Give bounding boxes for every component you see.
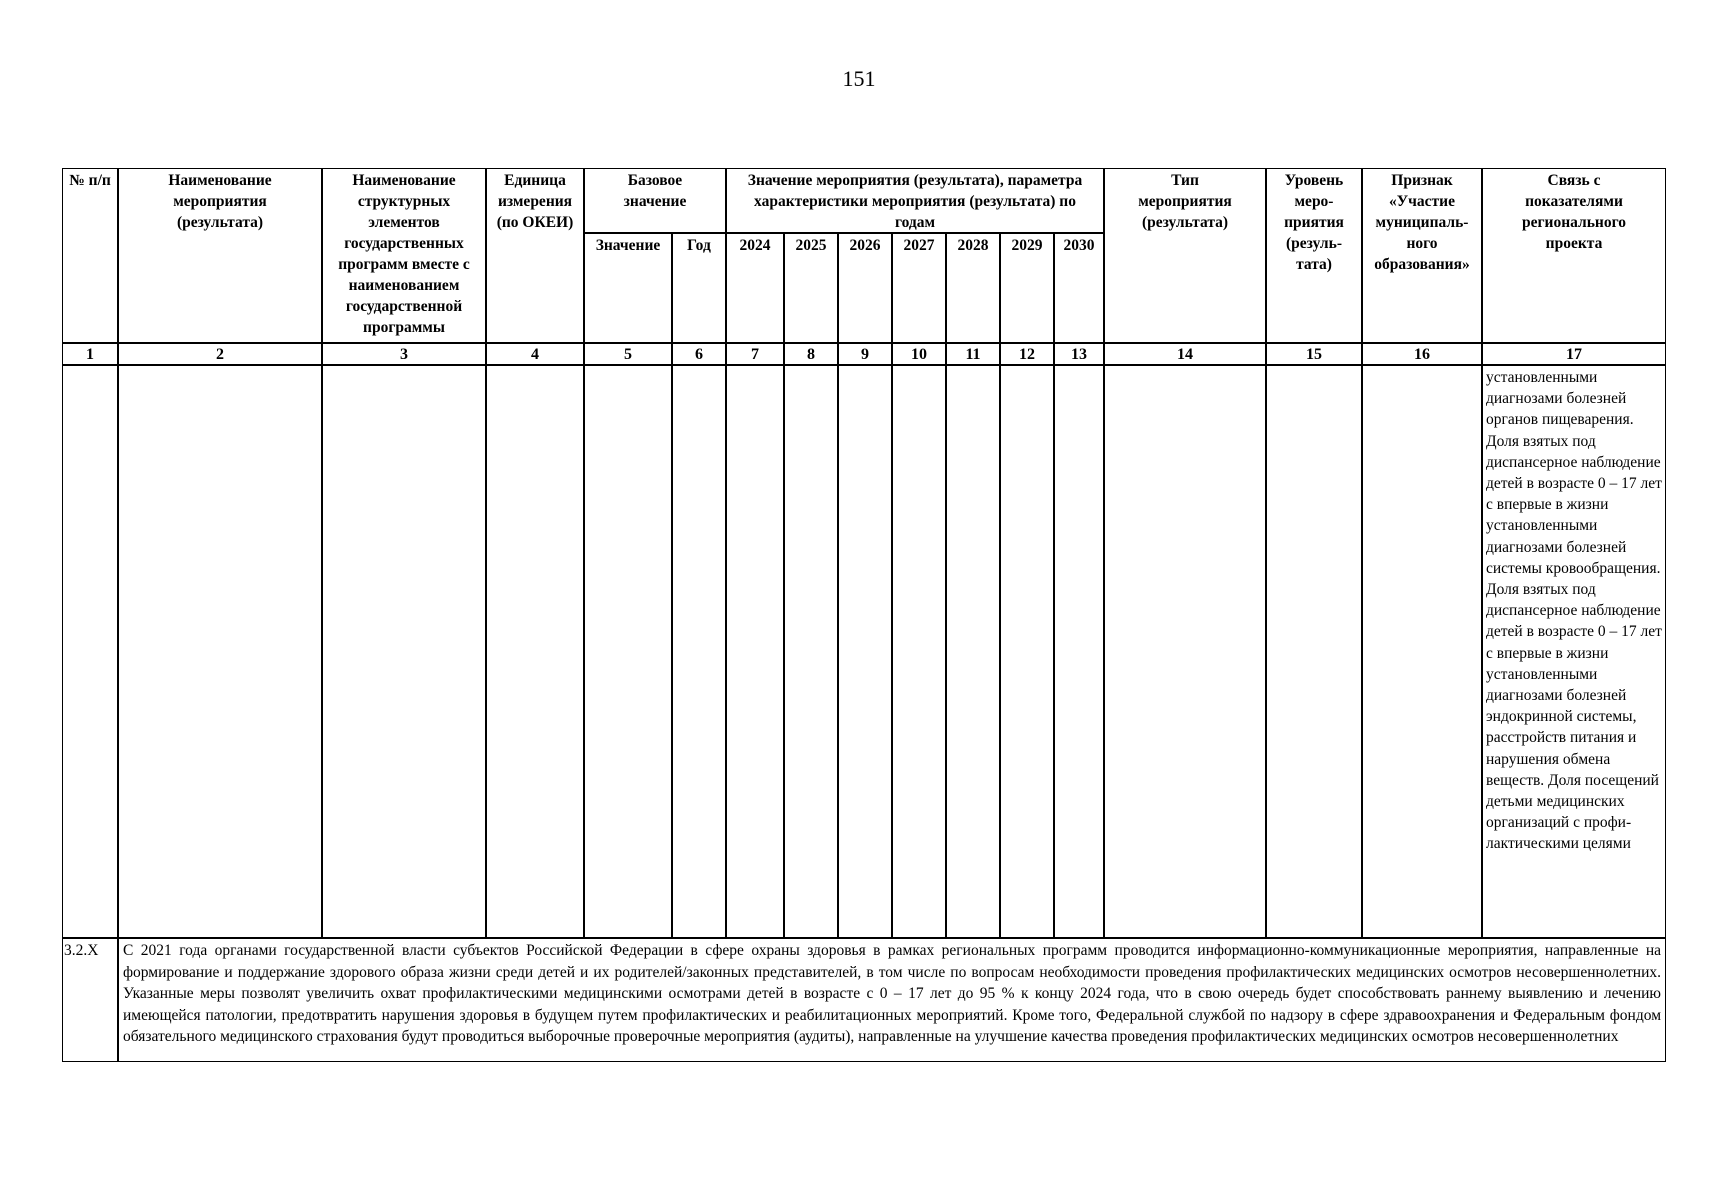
column-number-cell: [892, 343, 946, 365]
column-number-16: 16: [1414, 346, 1430, 363]
page-number: 151: [842, 66, 876, 91]
column-number-4: 4: [531, 346, 539, 363]
body-cell-empty: [784, 365, 838, 938]
header-cell-regional-project-link-text: Связь с показателями регионального проекта: [1521, 172, 1626, 252]
body-cell-empty: [118, 365, 322, 938]
header-cell-measure-type: [1104, 168, 1266, 343]
column-number-10: 10: [911, 346, 927, 363]
header-cell-base-value-group: [584, 168, 726, 233]
body-cell-empty: [322, 365, 486, 938]
column-number-14: 14: [1177, 346, 1193, 363]
row-number-cell: [62, 938, 118, 1062]
column-number-cell: [584, 343, 672, 365]
body-cell-empty: [1000, 365, 1054, 938]
column-number-cell: [62, 343, 118, 365]
column-number-2: 2: [216, 346, 224, 363]
column-number-1: 1: [86, 346, 94, 363]
regional-project-indicators-text: установленными диагнозами болезней органов пищеварения. Доля взятых под диспансерное наблюдение детей в возрасте 0 – 17 лет с впервые в жизни установленными диагнозами болезней системы кровообращения. Доля взятых под диспансерное наблюдение детей в возрасте 0 – 17 лет с впервые в жизни установленными диагнозами болезней эндокринной системы, расстройств питания и нарушения обмена веществ. Доля посещений детьми медицинских организаций с профи-лактическими целями: [1486, 369, 1662, 853]
header-cell-year-2028: [946, 233, 1000, 343]
column-number-cell: [672, 343, 726, 365]
header-cell-year-2028-text: 2028: [957, 237, 989, 254]
header-cell-year-2029-text: 2029: [1011, 237, 1043, 254]
measures-table: [62, 168, 1666, 1062]
body-cell-empty: [62, 365, 118, 938]
header-cell-measure-type-text: Тип мероприятия (результата): [1138, 172, 1232, 231]
header-cell-yearly-values-group-text: Значение мероприятия (результата), параметра характеристики мероприятия (результата) по годам: [747, 172, 1083, 231]
header-cell-number-text: № п/п: [69, 172, 111, 189]
column-number-cell: [1054, 343, 1104, 365]
column-number-cell: [1104, 343, 1266, 365]
column-number-cell: [118, 343, 322, 365]
header-cell-year-2027-text: 2027: [903, 237, 935, 254]
header-cell-unit-text: Единица измерения (по ОКЕИ): [496, 172, 574, 231]
header-cell-structural-elements: [322, 168, 486, 343]
header-cell-yearly-values-group: [726, 168, 1104, 233]
header-cell-regional-project-link: [1482, 168, 1666, 343]
header-cell-base-value-group-text: Базовое значение: [623, 172, 687, 210]
header-cell-measure-name-text: Наименование мероприятия (результата): [168, 172, 272, 231]
header-cell-year-2024: [726, 233, 784, 343]
body-cell-empty: [1104, 365, 1266, 938]
column-number-5: 5: [624, 346, 632, 363]
body-cell-empty: [1054, 365, 1104, 938]
header-cell-measure-level-text: Уровень меро-приятия (резуль-тата): [1284, 172, 1344, 273]
header-cell-year-2025: [784, 233, 838, 343]
header-cell-municipal-participation: [1362, 168, 1482, 343]
column-number-cell: [486, 343, 584, 365]
body-cell-empty: [1362, 365, 1482, 938]
column-number-cell: [1266, 343, 1362, 365]
body-cell-empty: [486, 365, 584, 938]
column-number-cell: [784, 343, 838, 365]
header-cell-year-2030-text: 2030: [1063, 237, 1095, 254]
header-cell-measure-level: [1266, 168, 1362, 343]
header-cell-base-year-text: Год: [687, 237, 711, 254]
body-cell-empty: [1266, 365, 1362, 938]
column-number-12: 12: [1019, 346, 1035, 363]
header-cell-structural-elements-text: Наименование структурных элементов государственных программ вместе с наименованием государственной программы: [338, 172, 470, 336]
header-cell-year-2027: [892, 233, 946, 343]
header-cell-year-2029: [1000, 233, 1054, 343]
column-number-cell: [946, 343, 1000, 365]
row-description-text: С 2021 года органами государственной власти субъектов Российской Федерации в сфере охраны здоровья в рамках региональных программ проводится информационно-коммуникационные мероприятия, направленные на формирование и поддержание здорового образа жизни среди детей и их родителей/законных представителей, в том числе по вопросам необходимости проведения профилактических медицинских осмотров несовершеннолетних. Указанные меры позволят увеличить охват профилактическими медицинскими осмотрами детей в возрасте с 0 – 17 лет до 95 % к концу 2024 года, что в свою очередь будет способствовать раннему выявлению и лечению имеющейся патологии, предотвратить нарушения здоровья в будущем путем профилактических и реабилитационных мероприятий. Кроме того, Федеральной службой по надзору в сфере здравоохранения и Федеральным фондом обязательного медицинского страхования будут проводиться выборочные проверочные мероприятия (аудиты), направленные на улучшение качества проведения профилактических медицинских осмотров несовершеннолетних: [123, 942, 1661, 1046]
column-number-cell: [322, 343, 486, 365]
column-number-9: 9: [861, 346, 869, 363]
column-number-17: 17: [1566, 346, 1582, 363]
column-number-cell: [1000, 343, 1054, 365]
body-cell-empty: [838, 365, 892, 938]
body-cell-empty: [584, 365, 672, 938]
column-number-cell: [1482, 343, 1666, 365]
header-cell-year-2030: [1054, 233, 1104, 343]
header-cell-municipal-participation-text: Признак «Участие муниципаль-ного образования»: [1374, 172, 1470, 273]
column-number-11: 11: [965, 346, 981, 363]
body-cell-empty: [892, 365, 946, 938]
header-cell-unit: [486, 168, 584, 343]
header-cell-base-year: [672, 233, 726, 343]
column-number-8: 8: [807, 346, 815, 363]
body-cell-empty: [672, 365, 726, 938]
header-cell-measure-name: [118, 168, 322, 343]
body-cell-empty: [946, 365, 1000, 938]
column-number-6: 6: [695, 346, 703, 363]
header-cell-base-value: [584, 233, 672, 343]
row-description-cell: [118, 938, 1666, 1062]
column-number-cell: [1362, 343, 1482, 365]
column-number-15: 15: [1306, 346, 1322, 363]
header-cell-year-2024-text: 2024: [739, 237, 771, 254]
header-cell-number: [62, 168, 118, 343]
header-cell-year-2026-text: 2026: [849, 237, 881, 254]
column-number-3: 3: [400, 346, 408, 363]
column-number-cell: [726, 343, 784, 365]
regional-project-indicators-cell: [1482, 365, 1666, 938]
column-number-13: 13: [1071, 346, 1087, 363]
header-cell-year-2025-text: 2025: [795, 237, 827, 254]
column-number-7: 7: [751, 346, 759, 363]
column-number-cell: [838, 343, 892, 365]
row-number-text: 3.2.X: [64, 942, 99, 959]
header-cell-year-2026: [838, 233, 892, 343]
body-cell-empty: [726, 365, 784, 938]
header-cell-base-value-text: Значение: [595, 237, 661, 254]
